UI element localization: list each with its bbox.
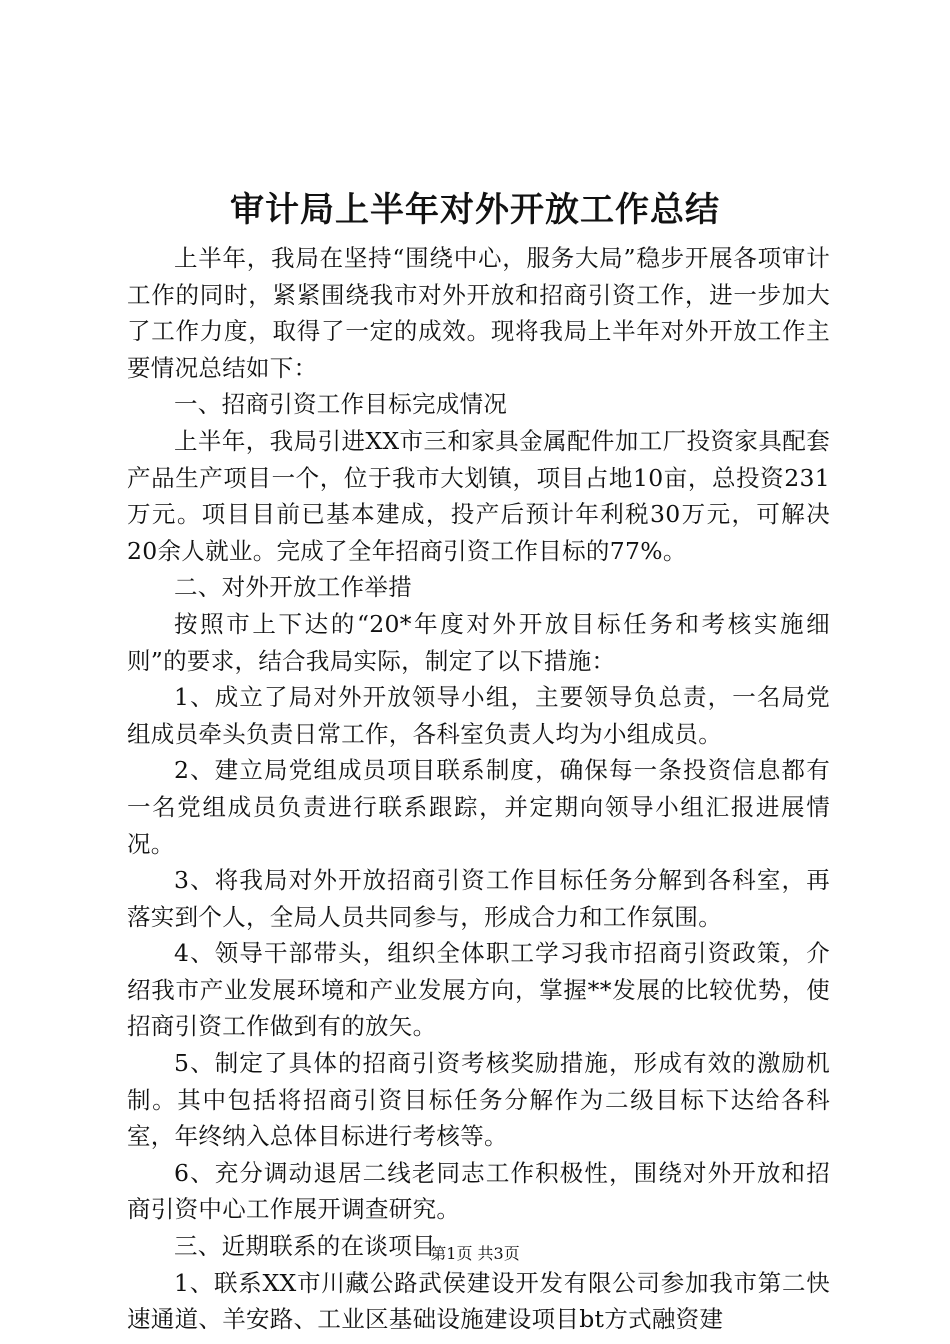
list-item-measure-4: 4、领导干部带头，组织全体职工学习我市招商引资政策，介绍我市产业发展环境和产业发展方向，掌握**发展的比较优势，使招商引资工作做到有的放矢。 [127,939,830,1041]
section-heading-1: 一、招商引资工作目标完成情况 [174,390,508,419]
list-item-measure-5: 5、制定了具体的招商引资考核奖励措施，形成有效的激励机制。其中包括将招商引资目标任务分解作为二级目标下达给各科室，年终纳入总体目标进行考核等。 [127,1049,830,1151]
list-item-project-1: 1、联系XX市川藏公路武侯建设开发有限公司参加我市第二快速通道、羊安路、工业区基础设施建设项目bt方式融资建 [127,1268,830,1334]
paragraph-intro: 上半年，我局在坚持“围绕中心，服务大局”稳步开展各项审计工作的同时，紧紧围绕我市对外开放和招商引资工作，进一步加大了工作力度，取得了一定的成效。现将我局上半年对外开放工作主要情况总结如下： [127,244,830,382]
list-item-measure-1: 1、成立了局对外开放领导小组，主要领导负总责，一名局党组成员牵头负责日常工作，各科室负责人均为小组成员。 [127,683,830,748]
list-item-measure-3: 3、将我局对外开放招商引资工作目标任务分解到各科室，再落实到个人，全局人员共同参与，形成合力和工作氛围。 [127,866,830,931]
list-item-measure-6: 6、充分调动退居二线老同志工作积极性，围绕对外开放和招商引资中心工作展开调查研究。 [127,1158,830,1224]
section-heading-3: 三、近期联系的在谈项目 [174,1232,436,1261]
paragraph-section-1: 上半年，我局引进XX市三和家具金属配件加工厂投资家具配套产品生产项目一个，位于我市大划镇，项目占地10亩，总投资231万元。项目目前已基本建成，投产后预计年利税30万元，可解决20余人就业。完成了全年招商引资工作目标的77%。 [127,426,830,565]
document-title: 审计局上半年对外开放工作总结 [230,190,720,230]
list-item-measure-2: 2、建立局党组成员项目联系制度，确保每一条投资信息都有一名党组成员负责进行联系跟踪，并定期向领导小组汇报进展情况。 [127,756,830,858]
section-heading-2: 二、对外开放工作举措 [174,573,412,602]
paragraph-section-2-intro: 按照市上下达的“20*年度对外开放目标任务和考核实施细则”的要求，结合我局实际，制定了以下措施： [127,609,830,675]
document-body [127,240,830,1338]
page-footer: 第1页 共3页 [430,1244,520,1263]
